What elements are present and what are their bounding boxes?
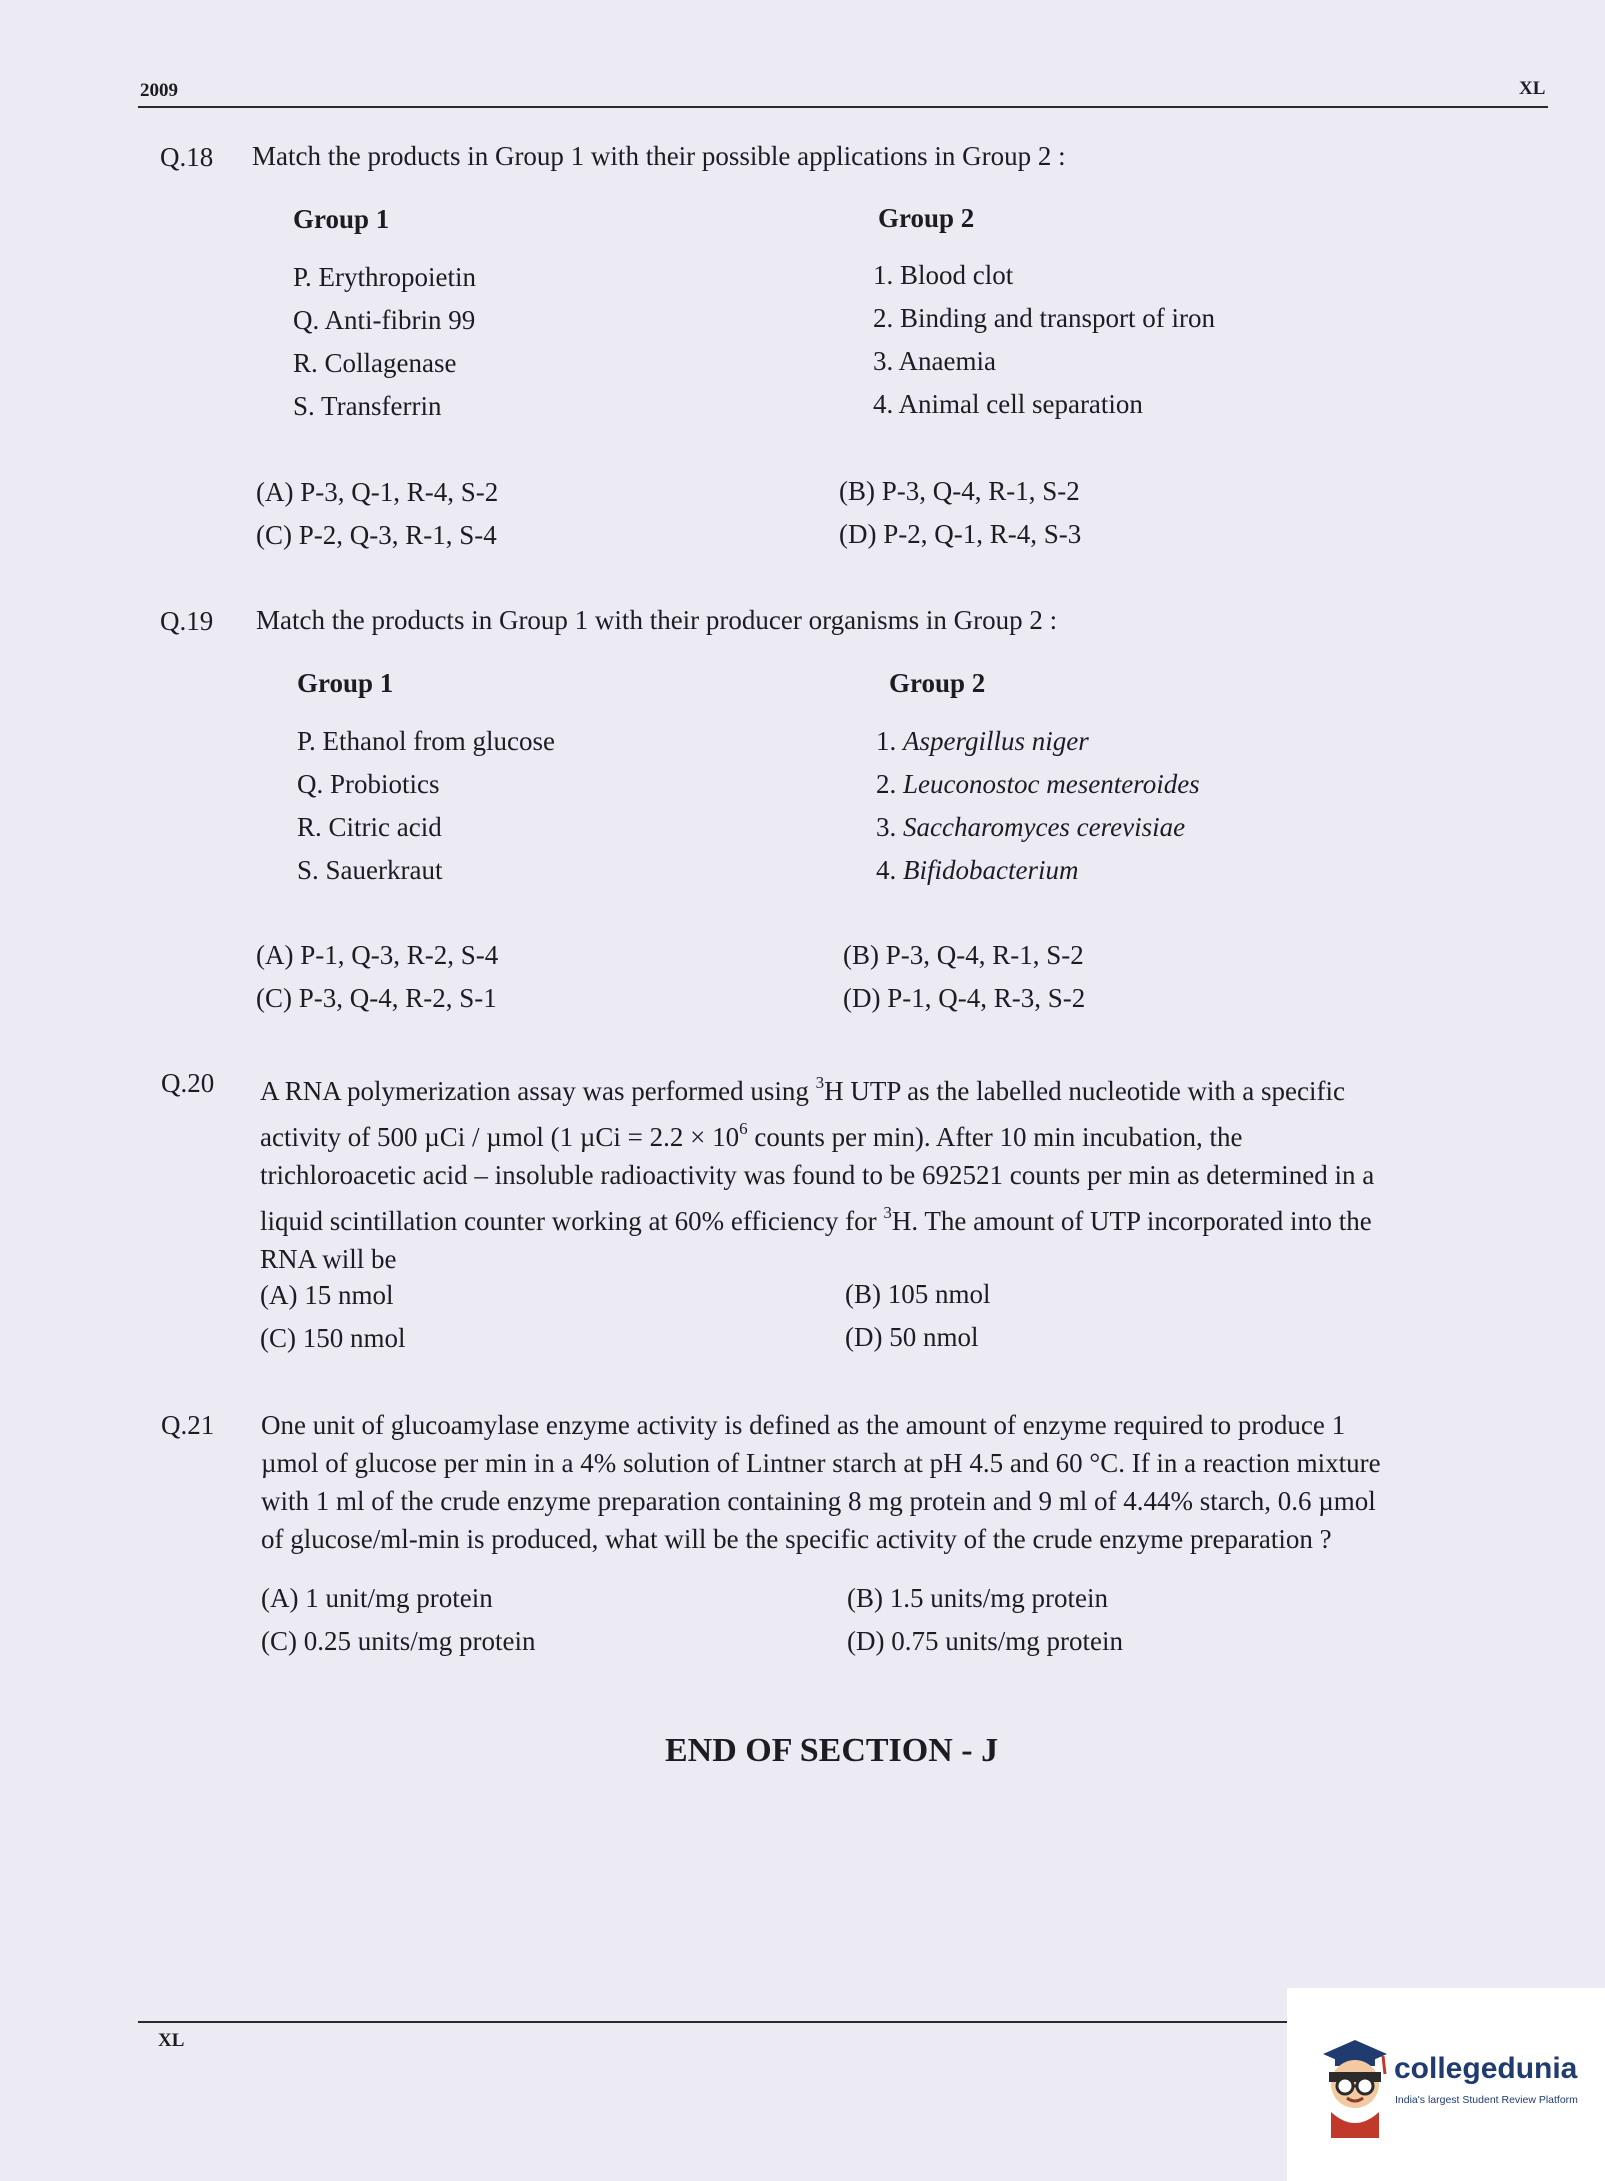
item-number: 3.: [876, 812, 897, 842]
option-b: (B) P-3, Q-4, R-1, S-2: [843, 940, 1084, 970]
question-line: activity of 500 µCi / µmol (1 $\mu Ci = 2.2 \times 10^6$ counts per min). After 10 min incubation, the: [260, 1119, 1243, 1152]
group2-item: 4. Animal cell separation: [873, 389, 1143, 419]
question-text: [260, 1064, 1544, 1278]
group1-item: Q. Anti-fibrin 99: [293, 305, 476, 335]
header-year: 2009: [140, 80, 178, 101]
option-c: (C) P-3, Q-4, R-2, S-1: [256, 983, 497, 1013]
collegedunia-watermark: [1287, 1988, 1605, 2181]
group2-item: 1. Blood clot: [873, 260, 1014, 290]
question-text: Match the products in Group 1 with their possible applications in Group 2 :: [252, 141, 1066, 171]
option-d: (D) P-2, Q-1, R-4, S-3: [839, 519, 1082, 549]
footer-paper-code: XL: [158, 2030, 185, 2051]
group1-item: P. Ethanol from glucose: [297, 726, 555, 756]
option-d: (D) 0.75 units/mg protein: [847, 1626, 1123, 1656]
option-d: (D) P-1, Q-4, R-3, S-2: [843, 983, 1086, 1013]
option-a: (A) 1 unit/mg protein: [261, 1583, 493, 1613]
organism-name: Leuconostoc mesenteroides: [903, 769, 1200, 799]
group1-item: P. Erythropoietin: [293, 262, 476, 292]
group2-item: [876, 769, 1200, 800]
question-line: of glucose/ml-min is produced, what will be the specific activity of the crude enzyme preparation ?: [261, 1524, 1332, 1554]
group2-item: 3. Anaemia: [873, 346, 996, 376]
header-paper-code: XL: [1519, 78, 1546, 99]
item-number: 2.: [876, 769, 897, 799]
question-number: Q.21: [161, 1410, 215, 1440]
mascot-icon: [1315, 2038, 1395, 2148]
option-c: (C) 150 nmol: [260, 1323, 406, 1353]
logo-wordmark: collegedunia: [1394, 2052, 1578, 2085]
group2-heading: Group 2: [878, 203, 975, 233]
group1-item: S. Transferrin: [293, 391, 442, 421]
question-line: with 1 ml of the crude enzyme preparation containing 8 mg protein and 9 ml of 4.44% starch, 0.6 µmol: [261, 1486, 1376, 1516]
end-of-section-title: END OF SECTION - J: [665, 1732, 999, 1769]
group2-item: 2. Binding and transport of iron: [873, 303, 1215, 333]
question-text: Match the products in Group 1 with their producer organisms in Group 2 :: [256, 605, 1058, 635]
group2-heading: Group 2: [889, 668, 986, 698]
item-number: 4.: [876, 855, 897, 885]
option-b: (B) 105 nmol: [845, 1279, 991, 1309]
group2-item: [876, 855, 1078, 886]
question-line: One unit of glucoamylase enzyme activity is defined as the amount of enzyme required to produce 1: [261, 1410, 1346, 1440]
question-number: Q.19: [160, 606, 214, 636]
option-b: (B) 1.5 units/mg protein: [847, 1583, 1108, 1613]
question-line: A RNA polymerization assay was performed using $^3$H UTP as the labelled nucleotide with a specific: [260, 1073, 1345, 1106]
header-rule: [138, 106, 1548, 108]
question-number: Q.18: [160, 142, 214, 172]
organism-name: Bifidobacterium: [903, 855, 1079, 885]
option-c: (C) P-2, Q-3, R-1, S-4: [256, 520, 497, 550]
option-c: (C) 0.25 units/mg protein: [261, 1626, 536, 1656]
option-a: (A) 15 nmol: [260, 1280, 394, 1310]
item-number: 1.: [876, 726, 897, 756]
option-d: (D) 50 nmol: [845, 1322, 979, 1352]
logo-tagline: India's largest Student Review Platform: [1395, 2094, 1578, 2106]
question-number: Q.20: [161, 1068, 215, 1098]
group1-heading: Group 1: [297, 668, 394, 698]
question-line: RNA will be: [260, 1244, 397, 1274]
group1-item: S. Sauerkraut: [297, 855, 443, 885]
group1-item: Q. Probiotics: [297, 769, 440, 799]
option-a: (A) P-1, Q-3, R-2, S-4: [256, 940, 499, 970]
group2-item: [876, 726, 1089, 757]
question-line: liquid scintillation counter working at 60% efficiency for $^3$H. The amount of UTP incorporated into the: [260, 1203, 1372, 1236]
question-line: trichloroacetic acid – insoluble radioactivity was found to be 692521 counts per min as determined in a: [260, 1160, 1375, 1190]
option-b: (B) P-3, Q-4, R-1, S-2: [839, 476, 1080, 506]
footer-rule: [138, 2021, 1288, 2023]
group1-item: R. Collagenase: [293, 348, 457, 378]
option-a: (A) P-3, Q-1, R-4, S-2: [256, 477, 499, 507]
group1-item: R. Citric acid: [297, 812, 442, 842]
question-line: µmol of glucose per min in a 4% solution of Lintner starch at pH 4.5 and 60 °C. If in a reaction mixture: [261, 1448, 1381, 1478]
organism-name: Saccharomyces cerevisiae: [903, 812, 1186, 842]
group2-item: [876, 812, 1185, 843]
group1-heading: Group 1: [293, 204, 390, 234]
question-text: [261, 1406, 1545, 1558]
organism-name: Aspergillus niger: [903, 726, 1089, 756]
